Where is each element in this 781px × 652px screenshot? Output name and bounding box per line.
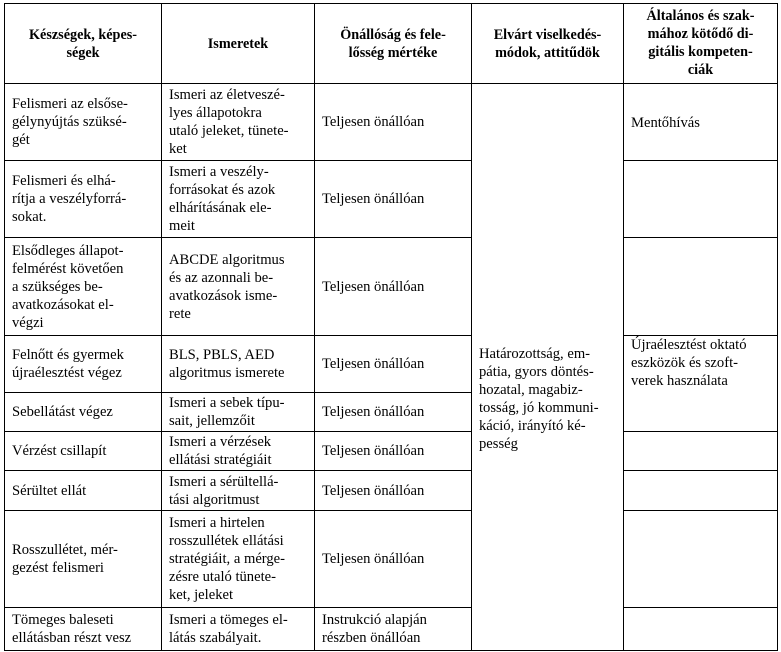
text-line: részben önállóan <box>322 630 421 646</box>
text-line: Felismeri és elhá- <box>12 173 116 189</box>
text-line: Ismeri a sérültellá- <box>169 473 279 490</box>
text-line: ket, jeleket <box>169 587 234 603</box>
text-line: ellátásban részt vesz <box>12 630 132 646</box>
knowledge-cell <box>162 393 315 432</box>
autonomy-cell <box>315 336 472 393</box>
digital-competency-cell-empty <box>624 608 778 651</box>
text-line: avatkozásokat el- <box>12 296 114 313</box>
table-row <box>5 238 778 336</box>
knowledge-cell <box>162 336 315 393</box>
digital-competency-cell <box>624 84 778 161</box>
text-line: Sebellátást végez <box>12 404 113 420</box>
text-line: Vérzést csillapít <box>12 443 107 459</box>
text-line: ket <box>169 141 187 157</box>
text-line: avatkozások isme- <box>169 287 278 304</box>
text-line: Ismeretek <box>207 35 269 52</box>
text-line: Készségek, képes- <box>29 26 137 43</box>
table-row <box>5 336 778 393</box>
text-line: utaló jeleket, tünete- <box>169 123 289 139</box>
text-line: Ismeri a tömeges el- <box>169 612 288 628</box>
text-line: Ismeri a sebek típu- <box>169 395 285 411</box>
text-line: végzi <box>12 314 44 331</box>
table-row <box>5 471 778 511</box>
knowledge-cell <box>162 608 315 651</box>
digital-competency-cell-empty <box>624 161 778 238</box>
knowledge-cell <box>162 471 315 511</box>
text-line: Felismeri az elsőse- <box>12 96 128 112</box>
digital-competency-cell-empty <box>624 511 778 608</box>
text-line: Teljesen önállóan <box>322 551 425 567</box>
text-line: Teljesen önállóan <box>322 404 425 420</box>
text-line: tosság, jó kommuni- <box>479 399 599 416</box>
knowledge-cell <box>162 238 315 336</box>
text-line: Ismeri a vérzések <box>169 434 272 450</box>
text-line: Ismeri a hirtelen <box>169 515 265 531</box>
skill-cell <box>5 432 162 471</box>
text-line: lősség mértéke <box>348 44 438 61</box>
text-line: BLS, PBLS, AED <box>169 347 275 363</box>
text-line: gezést felismeri <box>12 560 104 576</box>
table-row <box>5 84 778 161</box>
header-knowledge <box>162 4 315 84</box>
text-line: Teljesen önállóan <box>322 443 425 459</box>
text-line: hozatal, magabiz- <box>479 381 583 398</box>
text-line: Elsődleges állapot- <box>12 242 124 259</box>
table-row <box>5 161 778 238</box>
text-line: eszközök és szoft- <box>631 355 738 371</box>
autonomy-cell <box>315 161 472 238</box>
text-line: ségek <box>66 44 100 61</box>
header-attitudes <box>472 4 624 84</box>
text-line: gét <box>12 132 30 148</box>
text-line: Önállóság és fele- <box>340 26 446 43</box>
autonomy-cell <box>315 84 472 161</box>
text-line: sokat. <box>12 209 47 225</box>
text-line: meit <box>169 218 195 234</box>
text-line: Elvárt viselkedés- <box>493 26 602 43</box>
table-row <box>5 511 778 608</box>
text-line: Teljesen önállóan <box>322 191 425 207</box>
table-row <box>5 432 778 471</box>
text-line: Teljesen önállóan <box>322 114 425 130</box>
text-line: elhárításának ele- <box>169 200 272 216</box>
text-line: rítja a veszélyforrá- <box>12 191 127 207</box>
text-line: Teljesen önállóan <box>322 356 425 372</box>
knowledge-cell <box>162 511 315 608</box>
text-line: sait, jellemzőit <box>169 413 255 429</box>
header-row <box>5 4 778 84</box>
text-line: látás szabályait. <box>169 630 262 646</box>
knowledge-cell <box>162 84 315 161</box>
digital-competency-cell-empty <box>624 238 778 336</box>
skill-cell <box>5 238 162 336</box>
digital-competency-cell-empty <box>624 432 778 471</box>
text-line: algoritmus ismerete <box>169 365 285 381</box>
text-line: Rosszullétet, mér- <box>12 542 118 558</box>
skill-cell <box>5 608 162 651</box>
text-line: rete <box>169 305 191 322</box>
skill-cell <box>5 393 162 432</box>
text-line: módok, attitűdök <box>495 44 600 61</box>
text-line: ellátási stratégiáit <box>169 452 272 468</box>
skill-cell <box>5 471 162 511</box>
text-line: újraélesztést végez <box>12 365 122 381</box>
header-autonomy <box>315 4 472 84</box>
knowledge-cell <box>162 161 315 238</box>
text-line: Instrukció alapján <box>322 612 427 628</box>
text-line: Újraélesztést oktató <box>631 337 747 353</box>
text-line: Teljesen önállóan <box>322 482 425 499</box>
skill-cell <box>5 84 162 161</box>
text-line: rosszullétek ellátási <box>169 533 284 549</box>
text-line: ciák <box>687 62 714 78</box>
knowledge-cell <box>162 432 315 471</box>
text-line: forrásokat és azok <box>169 182 276 198</box>
competency-table <box>4 3 778 651</box>
text-line: gitális kompeten- <box>648 44 753 60</box>
text-line: Felnőtt és gyermek <box>12 347 124 363</box>
text-line: mához kötődő di- <box>647 26 754 42</box>
text-line: gélynyújtás szüksé- <box>12 114 127 130</box>
text-line: és az azonnali be- <box>169 269 274 286</box>
autonomy-cell <box>315 432 472 471</box>
text-line: ABCDE algoritmus <box>169 251 285 268</box>
text-line: Mentőhívás <box>631 115 700 131</box>
attitudes-cell <box>472 84 624 651</box>
skill-cell <box>5 161 162 238</box>
text-line: pátia, gyors döntés- <box>479 363 594 380</box>
text-line: pesség <box>479 435 518 452</box>
autonomy-cell <box>315 238 472 336</box>
text-line: lyes állapotokra <box>169 105 262 121</box>
autonomy-cell <box>315 393 472 432</box>
skill-cell <box>5 336 162 393</box>
skill-cell <box>5 511 162 608</box>
text-line: Határozottság, em- <box>479 345 591 362</box>
digital-competency-cell <box>624 336 778 432</box>
text-line: káció, irányító ké- <box>479 417 586 434</box>
autonomy-cell <box>315 471 472 511</box>
header-digital-competencies <box>624 4 778 84</box>
text-line: verek használata <box>631 373 728 389</box>
text-line: Ismeri a veszély- <box>169 164 269 180</box>
digital-competency-cell-empty <box>624 471 778 511</box>
text-line: tási algoritmust <box>169 491 260 508</box>
header-skills <box>5 4 162 84</box>
autonomy-cell <box>315 608 472 651</box>
text-line: felmérést követően <box>12 260 124 277</box>
text-line: Ismeri az életveszé- <box>169 87 285 103</box>
text-line: zésre utaló tünete- <box>169 569 276 585</box>
text-line: Általános és szak- <box>646 8 755 24</box>
table-row <box>5 608 778 651</box>
text-line: Tömeges baleseti <box>12 612 114 628</box>
text-line: stratégiáit, a mérge- <box>169 551 286 567</box>
text-line: Teljesen önállóan <box>322 278 425 295</box>
text-line: a szükséges be- <box>12 278 103 295</box>
text-line: Sérültet ellát <box>12 482 87 499</box>
autonomy-cell <box>315 511 472 608</box>
